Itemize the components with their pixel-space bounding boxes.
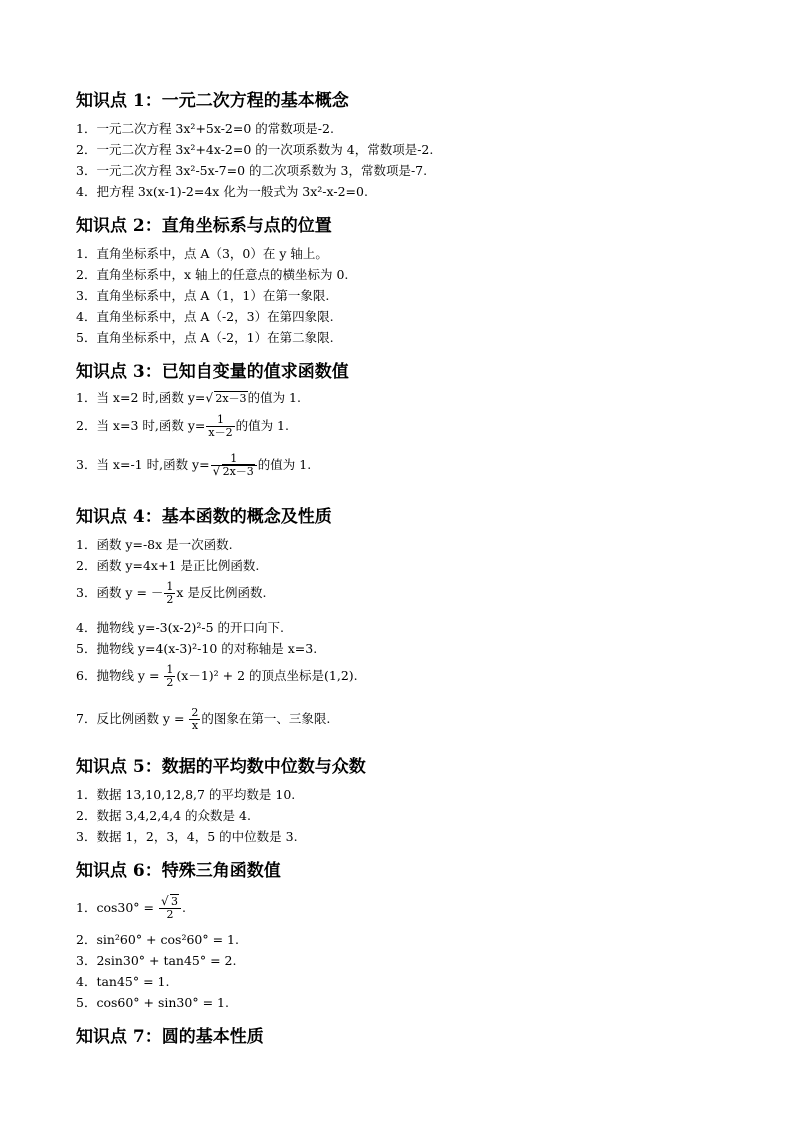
item: 2．sin²60° + cos²60° = 1.	[76, 932, 239, 947]
section-title: 知识点 7：圆的基本性质	[76, 1027, 264, 1047]
item: 4．直角坐标系中，点 A（-2，3）在第四象限.	[76, 309, 334, 324]
fraction: $\frac{2}{x}$	[191, 706, 199, 732]
section-title: 知识点 3：已知自变量的值求函数值	[76, 362, 349, 382]
item: 1．数据 13,10,12,8,7 的平均数是 10.	[76, 787, 296, 802]
formula-item: 2．当 x=3 时,函数 y= $\frac{1}{x-2}$ 的值为 1.	[76, 413, 289, 439]
item: 3．数据 1，2，3，4，5 的中位数是 3.	[76, 829, 298, 844]
sqrt-expression: √ 2x－3	[205, 391, 247, 405]
item: 5．cos60° + sin30° = 1.	[76, 995, 229, 1010]
fraction: $\frac{1}{2}$	[166, 580, 174, 606]
formula-item: 6．抛物线 y = $\frac{1}{2}$ (x－1)² + 2 的顶点坐标是(1,2).	[76, 663, 358, 689]
item: 4．把方程 3x(x-1)-2=4x 化为一般式为 3x²-x-2=0.	[76, 184, 368, 199]
formula-item: 1．cos30° = √ 3 2 .	[76, 894, 186, 921]
item: 1．一元二次方程 3x²+5x-2=0 的常数项是-2.	[76, 121, 334, 136]
item: 3．2sin30° + tan45° = 2.	[76, 953, 237, 968]
formula-item: 1．当 x=2 时,函数 y= √ 2x－3的值为 1.	[76, 390, 301, 405]
formula-item: 3．函数 y = － $\frac{1}{2}$ x 是反比例函数.	[76, 580, 267, 606]
item: 4．tan45° = 1.	[76, 974, 170, 989]
item: 2．直角坐标系中，x 轴上的任意点的横坐标为 0.	[76, 267, 349, 282]
item: 4．抛物线 y=-3(x-2)²-5 的开口向下.	[76, 620, 285, 635]
item: 1．函数 y=-8x 是一次函数.	[76, 537, 233, 552]
section-title: 知识点 4：基本函数的概念及性质	[76, 507, 332, 527]
item: 2．函数 y=4x+1 是正比例函数.	[76, 558, 260, 573]
section-title: 知识点 1：一元二次方程的基本概念	[76, 91, 349, 111]
fraction: $\frac{1}{x-2}$	[208, 413, 233, 439]
formula-item: 7．反比例函数 y = $\frac{2}{x}$ 的图象在第一、三象限.	[76, 706, 331, 732]
item: 3．直角坐标系中，点 A（1，1）在第一象限.	[76, 288, 330, 303]
section-title: 知识点 5：数据的平均数中位数与众数	[76, 757, 366, 777]
item: 5．抛物线 y=4(x-3)²-10 的对称轴是 x=3.	[76, 641, 318, 656]
item: 3．一元二次方程 3x²-5x-7=0 的二次项系数为 3，常数项是-7.	[76, 163, 428, 178]
item: 2．数据 3,4,2,4,4 的众数是 4.	[76, 808, 251, 823]
fraction: 1 √ 2x－3	[211, 453, 257, 478]
item: 5．直角坐标系中，点 A（-2，1）在第二象限.	[76, 330, 334, 345]
section-title: 知识点 6：特殊三角函数值	[76, 861, 281, 881]
section-title: 知识点 2：直角坐标系与点的位置	[76, 216, 332, 236]
item: 2．一元二次方程 3x²+4x-2=0 的一次项系数为 4，常数项是-2.	[76, 142, 434, 157]
fraction: $\frac{1}{2}$	[166, 663, 174, 689]
formula-item: 3．当 x=-1 时,函数 y= 1 √ 2x－3 的值为 1.	[76, 452, 312, 478]
fraction: √ 3 2	[159, 896, 181, 921]
item: 1．直角坐标系中，点 A（3，0）在 y 轴上。	[76, 246, 328, 261]
